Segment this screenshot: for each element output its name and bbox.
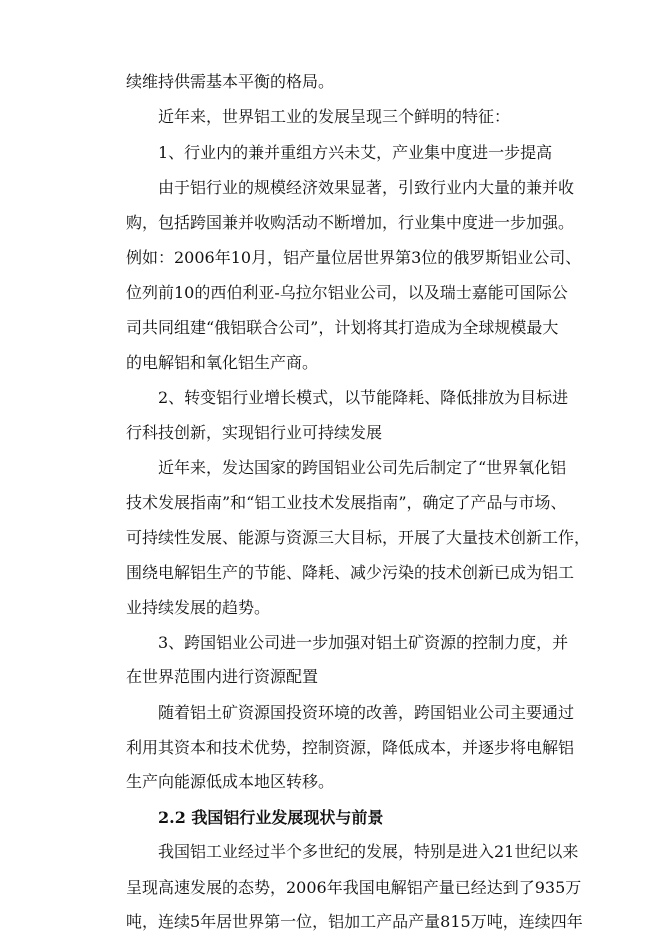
paragraph-2-line-2: 技术发展指南”和“铝工业技术发展指南”，确定了产品与市场、 [126,493,567,512]
section-paragraph-line-2: 呈现高速发展的态势，2006年我国电解铝产量已经达到了935万 [126,878,582,897]
paragraph-3-line-1: 随着铝土矿资源国投资环境的改善，跨国铝业公司主要通过 [158,703,575,722]
list-item-1-line: 1、行业内的兼并重组方兴未艾，产业集中度进一步提高 [158,143,553,162]
list-item-2-line-2: 行科技创新，实现铝行业可持续发展 [126,423,383,442]
paragraph-1-line-5: 司共同组建“俄铝联合公司”，计划将其打造成为全球规模最大 [126,318,559,337]
paragraph-2-line-5: 业持续发展的趋势。 [126,598,271,617]
list-item-3-line-1: 3、跨国铝业公司进一步加强对铝土矿资源的控制力度，并 [158,633,569,652]
paragraph-2-line-3: 可持续性发展、能源与资源三大目标，开展了大量技术创新工作， [126,528,591,547]
paragraph-1-line-6: 的电解铝和氧化铝生产商。 [126,353,319,372]
paragraph-2-line-1: 近年来，发达国家的跨国铝业公司先后制定了“世界氧化铝 [158,458,567,477]
paragraph-1-line-2: 购，包括跨国兼并收购活动不断增加，行业集中度进一步加强。 [126,213,575,232]
section-paragraph-line-1: 我国铝工业经过半个多世纪的发展，特别是进入21世纪以来 [158,842,579,861]
list-item-2-line-1: 2、转变铝行业增长模式，以节能降耗、降低排放为目标进 [158,388,569,407]
paragraph-3-line-3: 生产向能源低成本地区转移。 [126,772,335,791]
paragraph-line-continuation: 续维持供需基本平衡的格局。 [126,72,335,91]
section-paragraph-line-3: 吨，连续5年居世界第一位，铝加工产品产量815万吨，连续四年 [126,912,583,931]
paragraph-intro-line: 近年来，世界铝工业的发展呈现三个鲜明的特征： [158,107,511,126]
paragraph-1-line-4: 位列前10的西伯利亚-乌拉尔铝业公司，以及瑞士嘉能可国际公 [126,283,568,302]
paragraph-1-line-3: 例如：2006年10月，铝产量位居世界第3位的俄罗斯铝业公司、 [126,248,582,267]
paragraph-1-line-1: 由于铝行业的规模经济效果显著，引致行业内大量的兼并收 [158,178,575,197]
paragraph-2-line-4: 围绕电解铝生产的节能、降耗、减少污染的技术创新已成为铝工 [126,563,575,582]
list-item-3-line-2: 在世界范围内进行资源配置 [126,667,319,686]
paragraph-3-line-2: 利用其资本和技术优势，控制资源，降低成本，并逐步将电解铝 [126,738,575,757]
section-heading: 2.2 我国铝行业发展现状与前景 [158,808,384,827]
